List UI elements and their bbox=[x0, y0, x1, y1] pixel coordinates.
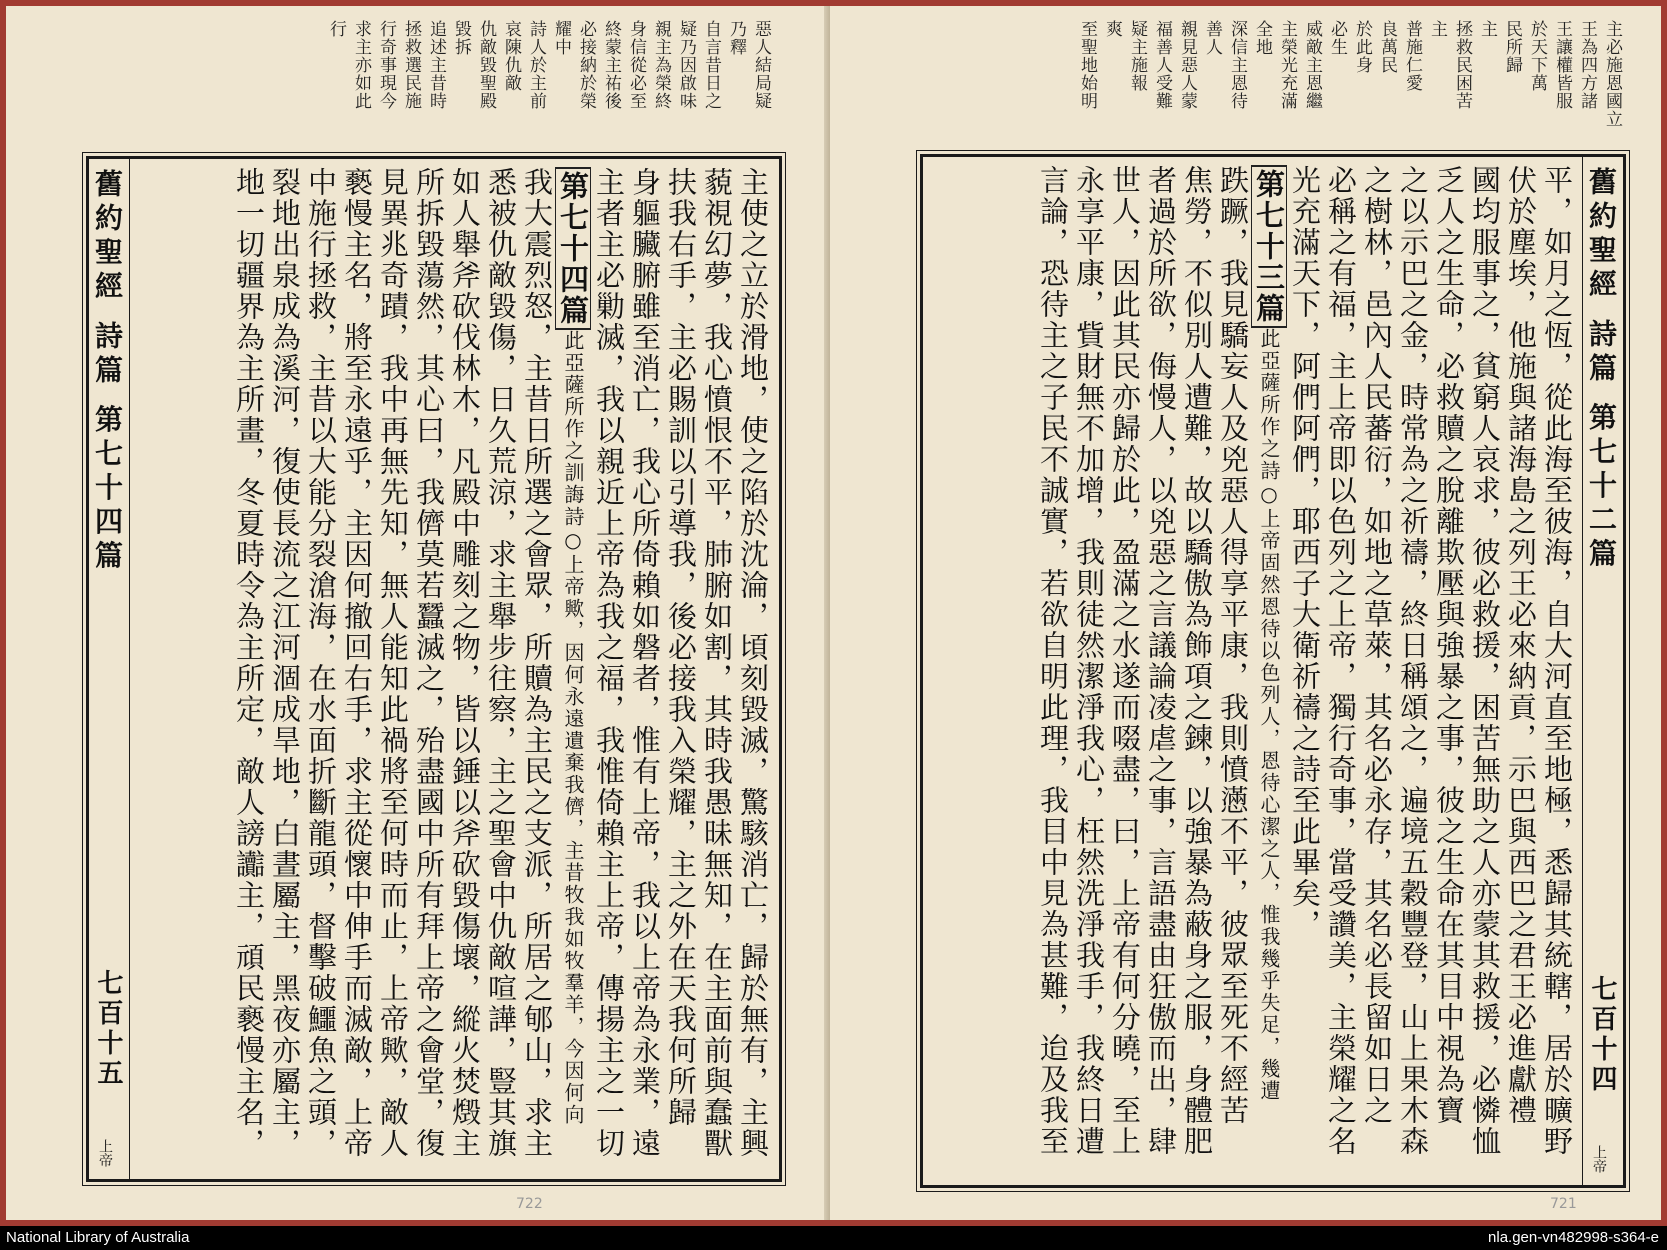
running-head: 舊約聖經 詩篇 第七十四篇 bbox=[91, 169, 124, 575]
left-running-head-strip bbox=[89, 159, 130, 1179]
text-column: 永享平康，貲財無不加增，我則徒然潔淨我心，枉然洗淨我手，我終日遭 bbox=[1072, 165, 1106, 1157]
psalm-superscription: 此亞薩所作之訓誨詩○上帝歟，因何永遠遺棄我儕，主昔牧我如牧羣羊，今因何向 bbox=[561, 330, 585, 1126]
marginal-note: 仇敵毀聖殿 bbox=[476, 20, 496, 110]
left-text-frame bbox=[86, 156, 782, 1182]
text-column: 扶我右手，主必賜訓以引導我，後必接我入榮耀，主之外在天我何所歸 bbox=[664, 167, 698, 1128]
marginal-note: 求主亦如此 bbox=[351, 20, 371, 110]
text-column: 藐視幻夢，我心憤恨不平，肺腑如割，其時我愚昧無知，在主面前與蠢獸 bbox=[700, 167, 734, 1159]
right-marginal-notes bbox=[870, 20, 1621, 148]
marginal-note: 必接納於榮 bbox=[576, 20, 596, 110]
marginal-note: 至聖地始明 bbox=[1077, 20, 1097, 110]
text-column: 光充滿天下，阿們阿們，耶西子大衛祈禱之詩至此畢矣， bbox=[1288, 165, 1322, 940]
pencil-mark: 721 bbox=[1550, 1196, 1577, 1212]
psalm-heading-column bbox=[555, 167, 591, 1171]
psalm-title: 第七十四篇 bbox=[555, 167, 591, 330]
marginal-note: 毀拆 bbox=[451, 20, 471, 56]
left-page bbox=[6, 6, 830, 1220]
text-column: 世人，因此其民亦歸於此，盈滿之水遂而啜盡，曰，上帝有何分曉，至上 bbox=[1108, 165, 1142, 1157]
marginal-note: 主榮光充滿 bbox=[1277, 20, 1297, 110]
text-column: 平，如月之恆，從此海至彼海，自大河直至地極，悉歸其統轄，居於曠野 bbox=[1540, 165, 1574, 1157]
text-column: 之以示巴之金，時常為之祈禱，終日稱頌之，遍境五穀豐登，山上果木森 bbox=[1396, 165, 1430, 1157]
marginal-note: 親見惡人蒙 bbox=[1177, 20, 1197, 110]
text-column: 之樹林，邑內人民蕃衍，如地之草萊，其名必永存，其名必長留如日之 bbox=[1360, 165, 1394, 1126]
text-column: 主使之立於滑地，使之陷於沈淪，頃刻毀滅，驚駭消亡，歸於無有，主興 bbox=[736, 167, 770, 1159]
text-column: 見異兆奇蹟，我中再無先知，無人能知此禍將至何時而止，上帝歟，敵人 bbox=[376, 167, 410, 1159]
marginal-note: 追述主昔時 bbox=[426, 20, 446, 110]
text-column: 悉被仇敵毀傷，日久荒涼，求主舉步往察，主之聖會中仇敵喧譁，豎其旗 bbox=[484, 167, 518, 1159]
text-column: 主者主必勦滅，我以親近上帝為我之福，我惟倚賴主上帝，傳揚主之一切 bbox=[592, 167, 626, 1159]
marginal-note: 爽 bbox=[1102, 20, 1122, 38]
marginal-note: 必生 bbox=[1327, 20, 1347, 56]
text-column: 褻慢主名，將至永遠乎，主因何撤回右手，求主從懷中伸手而滅敵，上帝 bbox=[340, 167, 374, 1159]
marginal-note: 威敵主恩繼 bbox=[1302, 20, 1322, 110]
text-column: 我大震烈怒，主昔日所選之會眾，所贖為主民之支派，所居之郇山，求主 bbox=[520, 167, 554, 1159]
left-text-body bbox=[137, 167, 771, 1171]
marginal-note: 普施仁愛 bbox=[1402, 20, 1422, 92]
marginal-note: 深信主恩待 bbox=[1227, 20, 1247, 110]
page-number: 七百十五 bbox=[93, 969, 123, 1089]
marginal-note: 於天下萬 bbox=[1527, 20, 1547, 92]
marginal-note: 善人 bbox=[1202, 20, 1222, 56]
library-name: National Library of Australia bbox=[6, 1229, 190, 1246]
marginal-note: 行奇事現今 bbox=[376, 20, 396, 110]
marginal-note: 親主為榮終 bbox=[651, 20, 671, 110]
marginal-note: 於此身 bbox=[1352, 20, 1372, 74]
marginal-note: 疑乃因啟味 bbox=[676, 20, 696, 110]
marginal-note: 詩人於主前 bbox=[526, 20, 546, 110]
marginal-note: 自言昔日之 bbox=[701, 20, 721, 110]
text-column: 如人舉斧砍伐林木，凡殿中雕刻之物，皆以錘以斧砍毀傷壞，縱火焚燬主 bbox=[448, 167, 482, 1159]
text-column: 國均服事之，貧窮人哀求，彼必救援，困苦無助之人亦蒙其救援，必憐恤 bbox=[1468, 165, 1502, 1157]
marginal-note: 主 bbox=[1427, 20, 1447, 38]
left-marginal-notes bbox=[146, 20, 770, 148]
marginal-note: 王讓權皆服 bbox=[1552, 20, 1572, 110]
text-column: 乏人之生命，必救贖之脫離欺壓與強暴之事，彼之生命在其目中視為寶 bbox=[1432, 165, 1466, 1126]
marginal-note: 耀中 bbox=[551, 20, 571, 56]
right-text-frame bbox=[920, 154, 1626, 1188]
right-running-head-strip bbox=[1582, 157, 1623, 1185]
marginal-note: 拯救民困苦 bbox=[1452, 20, 1472, 110]
corner-tag: 上帝 bbox=[1591, 1145, 1607, 1173]
marginal-note: 惡人結局疑 bbox=[751, 20, 771, 110]
marginal-note: 全地 bbox=[1252, 20, 1272, 56]
text-column: 者過於所欲，侮慢人，以兇惡之言議論凌虐之事，言語盡由狂傲而出，肆 bbox=[1144, 165, 1178, 1157]
text-column: 裂地出泉成為溪河，復使長流之江河涸成旱地，白晝屬主，黑夜亦屬主， bbox=[268, 167, 302, 1159]
marginal-note: 良萬民 bbox=[1377, 20, 1397, 74]
page-number: 七百十四 bbox=[1587, 975, 1617, 1095]
right-text-body bbox=[931, 165, 1575, 1177]
pencil-mark: 722 bbox=[516, 1196, 543, 1212]
marginal-note: 主 bbox=[1477, 20, 1497, 38]
marginal-note: 終蒙主祐後 bbox=[601, 20, 621, 110]
item-id: nla.gen-vn482998-s364-e bbox=[1488, 1229, 1659, 1246]
marginal-note: 王為四方諸 bbox=[1577, 20, 1597, 110]
marginal-note: 哀陳仇敵 bbox=[501, 20, 521, 92]
text-column: 跌蹶，我見驕妄人及兇惡人得享平康，我則憤懣不平，彼眾至死不經苦 bbox=[1216, 165, 1250, 1126]
marginal-note: 主必施恩國立 bbox=[1602, 20, 1622, 128]
marginal-note: 民所歸 bbox=[1502, 20, 1522, 74]
footer-bar bbox=[0, 1226, 1667, 1250]
text-column: 地一切疆界為主所畫，冬夏時令為主所定，敵人謗讟主，頑民褻慢主名， bbox=[232, 167, 266, 1159]
text-column: 焦勞，不似別人遭難，故以驕傲為飾項之鍊，以強暴為蔽身之服，身體肥 bbox=[1180, 165, 1214, 1157]
running-head: 舊約聖經 詩篇 第七十二篇 bbox=[1585, 167, 1618, 573]
marginal-note: 福善人受難 bbox=[1152, 20, 1172, 110]
marginal-note: 身信從必至 bbox=[626, 20, 646, 110]
text-column: 中施行拯救，主昔以大能分裂滄海，在水面折斷龍頭，督擊破鱷魚之頭， bbox=[304, 167, 338, 1159]
marginal-note: 行 bbox=[326, 20, 346, 38]
psalm-superscription: 此亞薩所作之詩○上帝固然恩待以色列人，恩待心潔之人，惟我幾乎失足，幾遭 bbox=[1257, 328, 1281, 1102]
text-column: 身軀臟腑雖至消亡，我心所倚賴如磐者，惟有上帝，我以上帝為永業，遠 bbox=[628, 167, 662, 1159]
text-column: 所拆毀蕩然，其心曰，我儕莫若蠶滅之，殆盡國中所有拜上帝之會堂，復 bbox=[412, 167, 446, 1159]
corner-tag: 上帝 bbox=[97, 1139, 113, 1167]
marginal-note: 拯救選民施 bbox=[401, 20, 421, 110]
text-column: 言論，恐待主之子民不誠實，若欲自明此理，我目中見為甚難，迨及我至 bbox=[1036, 165, 1070, 1157]
text-column: 必稱之有福，主上帝即以色列之上帝，獨行奇事，當受讚美，主榮耀之名 bbox=[1324, 165, 1358, 1157]
right-page bbox=[830, 6, 1661, 1220]
text-column: 伏於塵埃，他施與諸海島之列王必來納貢，示巴與西巴之君王必進獻禮 bbox=[1504, 165, 1538, 1126]
psalm-heading-column bbox=[1251, 165, 1287, 1177]
psalm-title: 第七十三篇 bbox=[1251, 165, 1287, 328]
marginal-note: 疑主施報 bbox=[1127, 20, 1147, 92]
marginal-note: 乃釋 bbox=[726, 20, 746, 56]
